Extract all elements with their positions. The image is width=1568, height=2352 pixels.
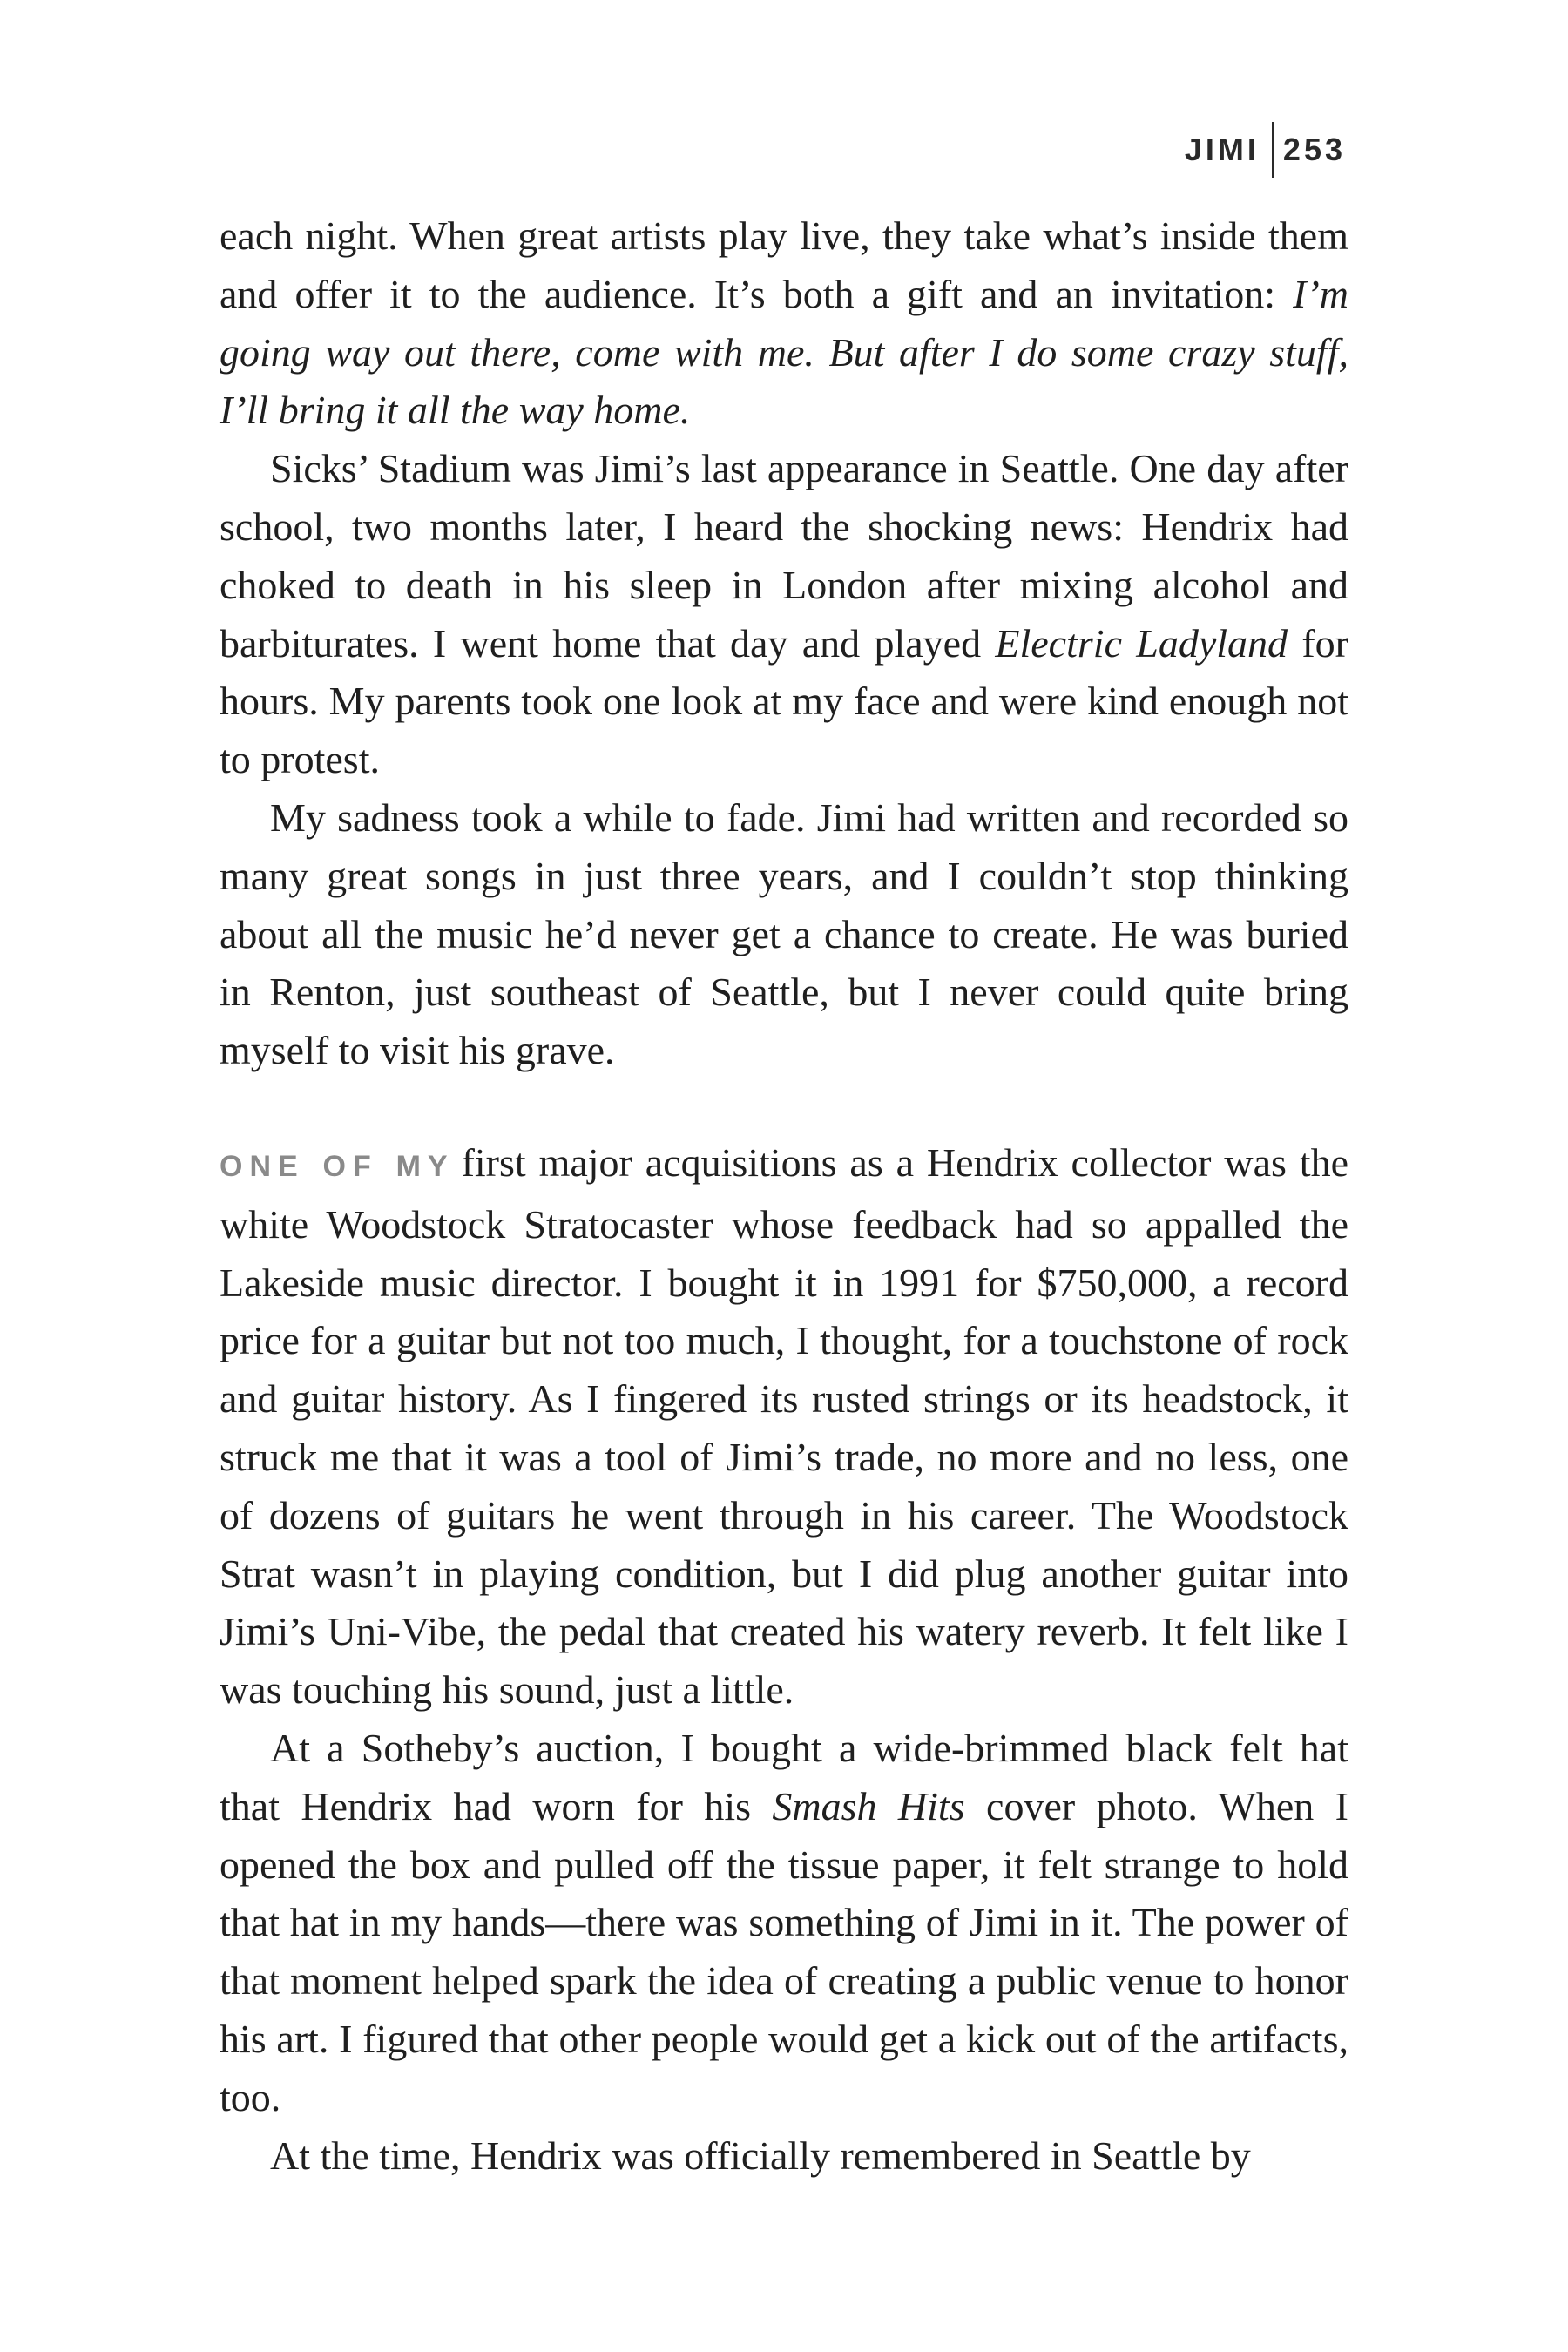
paragraph-2 [220,440,1348,789]
header-divider [1272,122,1274,178]
body-text-section-1 [220,207,1348,1080]
paragraph-2-text-b: for hours. My parents took one look at my face and were kind enough not to protest. [220,620,1348,782]
paragraph-5-text-a: At a Sotheby’s auction, I bought a wide-brimmed black felt hat that Hendrix had worn for his [220,1725,1348,1828]
body-text-section-2 [220,1134,1348,2185]
album-title-italic: Electric Ladyland [995,620,1288,666]
smash-hits-italic: Smash Hits [772,1783,965,1828]
paragraph-1-text: each night. When great artists play live, they take what’s inside them and offer it to the audience. It’s both a gift and an invitation: [220,213,1348,316]
paragraph-3: My sadness took a while to fade. Jimi had written and recorded so many great songs in just three years, and I couldn’t stop thinking about all the music he’d never get a chance to create. He was buried in Renton, just southeast of Seattle, but I never could quite bring myself to visit his grave. [220,794,1348,1073]
paragraph-2-text-a: Sicks’ Stadium was Jimi’s last appearance in Seattle. One day after school, two months later, I heard the shocking news: Hendrix had choked to death in his sleep in London after mixing alcohol and barbiturates. I went home that day and played [220,446,1348,666]
paragraph-5 [220,1720,1348,2127]
running-header [1185,122,1346,178]
page-number: 253 [1282,132,1346,167]
paragraph-4 [220,1134,1348,1720]
paragraph-6: At the time, Hendrix was officially remembered in Seattle by [270,2132,1251,2178]
paragraph-1 [220,207,1348,440]
section-lead-in: ONE OF MY [220,1150,455,1183]
paragraph-5-text-b: cover photo. When I opened the box and pulled off the tissue paper, it felt strange to hold that hat in my hands—there was something of Jimi in it. The power of that moment helped spark the idea of creating a public venue to honor his art. I figured that other people would get a kick out of the artifacts, too. [220,1783,1348,2119]
paragraph-1-italic: I’m going way out there, come with me. But after I do some crazy stuff, I’ll bring it all the way home. [220,271,1348,433]
running-head-title: JIMI [1184,132,1260,167]
paragraph-4-text: first major acquisitions as a Hendrix collector was the white Woodstock Stratocaster whose feedback had so appalled the Lakeside music director. I bought it in 1991 for $750,000, a record price for a guitar but not too much, I thought, for a touchstone of rock and guitar history. As I fingered its rusted strings or its headstock, it struck me that it was a tool of Jimi’s trade, no more and no less, one of dozens of guitars he went through in his career. The Woodstock Strat wasn’t in playing condition, but I did plug another guitar into Jimi’s Uni-Vibe, the pedal that created his watery reverb. It felt like I was touching his sound, just a little. [220,1140,1348,1713]
